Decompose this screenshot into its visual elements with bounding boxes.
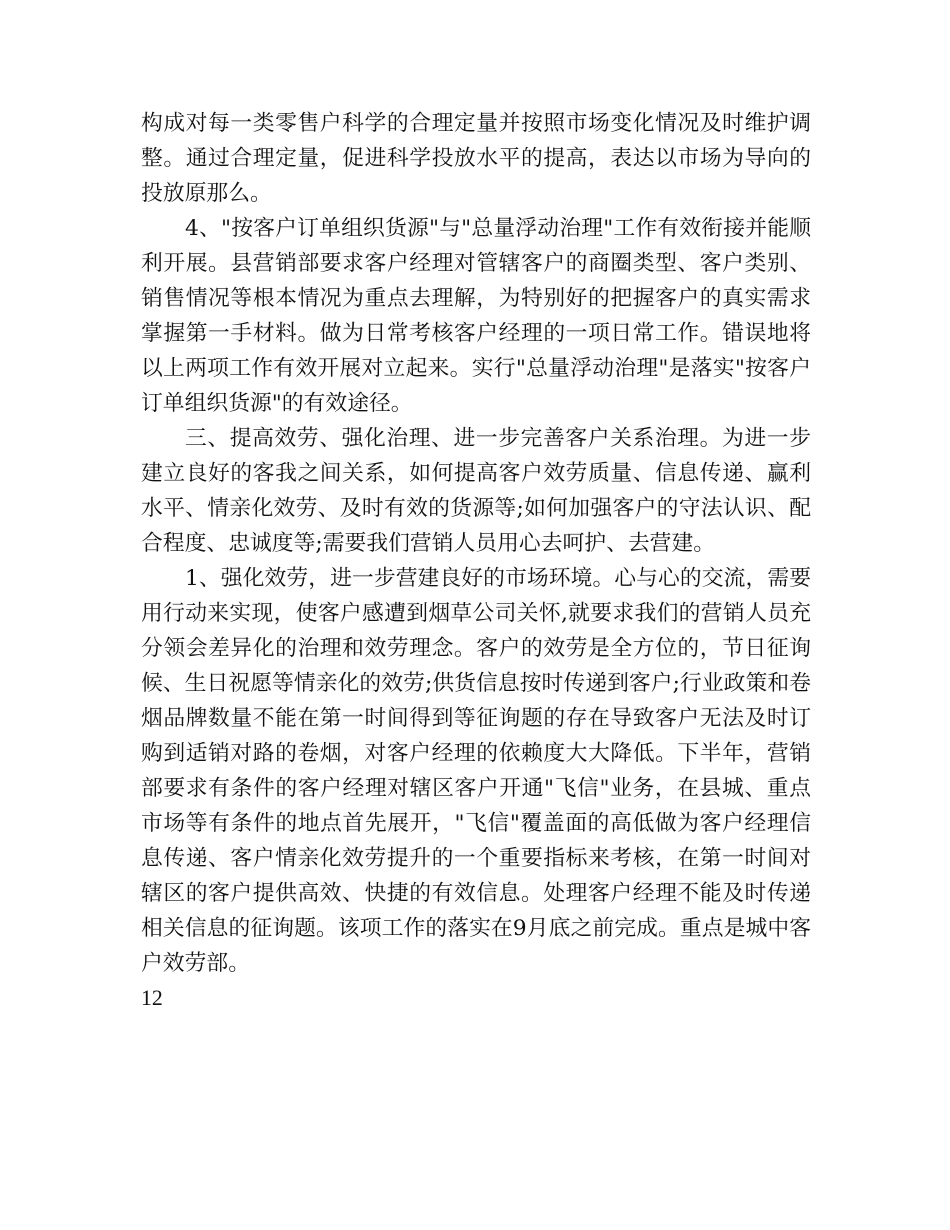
paragraph: 1、强化效劳，进一步营建良好的市场环境。心与心的交流，需要用行动来实现，使客户感遭到烟草公司关怀,就要求我们的营销人员充分领会差异化的治理和效劳理念。客户的效劳是全方位的，节日征询候、生日祝愿等情亲化的效劳;供货信息按时传递到客户;行业政策和卷烟品牌数量不能在第一时间得到等征询题的存在导致客户无法及时订购到适销对路的卷烟，对客户经理的依赖度大大降低。下半年，营销部要求有条件的客户经理对辖区客户开通"飞信"业务，在县城、重点市场等有条件的地点首先展开，"飞信"覆盖面的高低做为客户经理信息传递、客户情亲化效劳提升的一个重要指标来考核，在第一时间对辖区的客户提供高效、快捷的有效信息。处理客户经理不能及时传递相关信息的征询题。该项工作的落实在9月底之前完成。重点是城中客户效劳部。: [141, 566, 811, 976]
paragraph: 构成对每一类零售户科学的合理定量并按照市场变化情况及时维护调整。通过合理定量，促进科学投放水平的提高，表达以市场为导向的投放原那么。: [141, 111, 811, 206]
paragraph: 4、"按客户订单组织货源"与"总量浮动治理"工作有效衔接并能顺利开展。县营销部要求客户经理对管辖客户的商圈类型、客户类别、销售情况等根本情况为重点去理解，为特别好的把握客户的真实需求掌握第一手材料。做为日常考核客户经理的一项日常工作。错误地将以上两项工作有效开展对立起来。实行"总量浮动治理"是落实"按客户订单组织货源"的有效途径。: [141, 216, 811, 416]
page-number: 12: [141, 986, 163, 1010]
paragraph: 三、提高效劳、强化治理、进一步完善客户关系治理。为进一步建立良好的客我之间关系，如何提高客户效劳质量、信息传递、赢利水平、情亲化效劳、及时有效的货源等;如何加强客户的守法认识、配合程度、忠诚度等;需要我们营销人员用心去呵护、去营建。: [141, 426, 811, 556]
document-page: [141, 106, 811, 1016]
